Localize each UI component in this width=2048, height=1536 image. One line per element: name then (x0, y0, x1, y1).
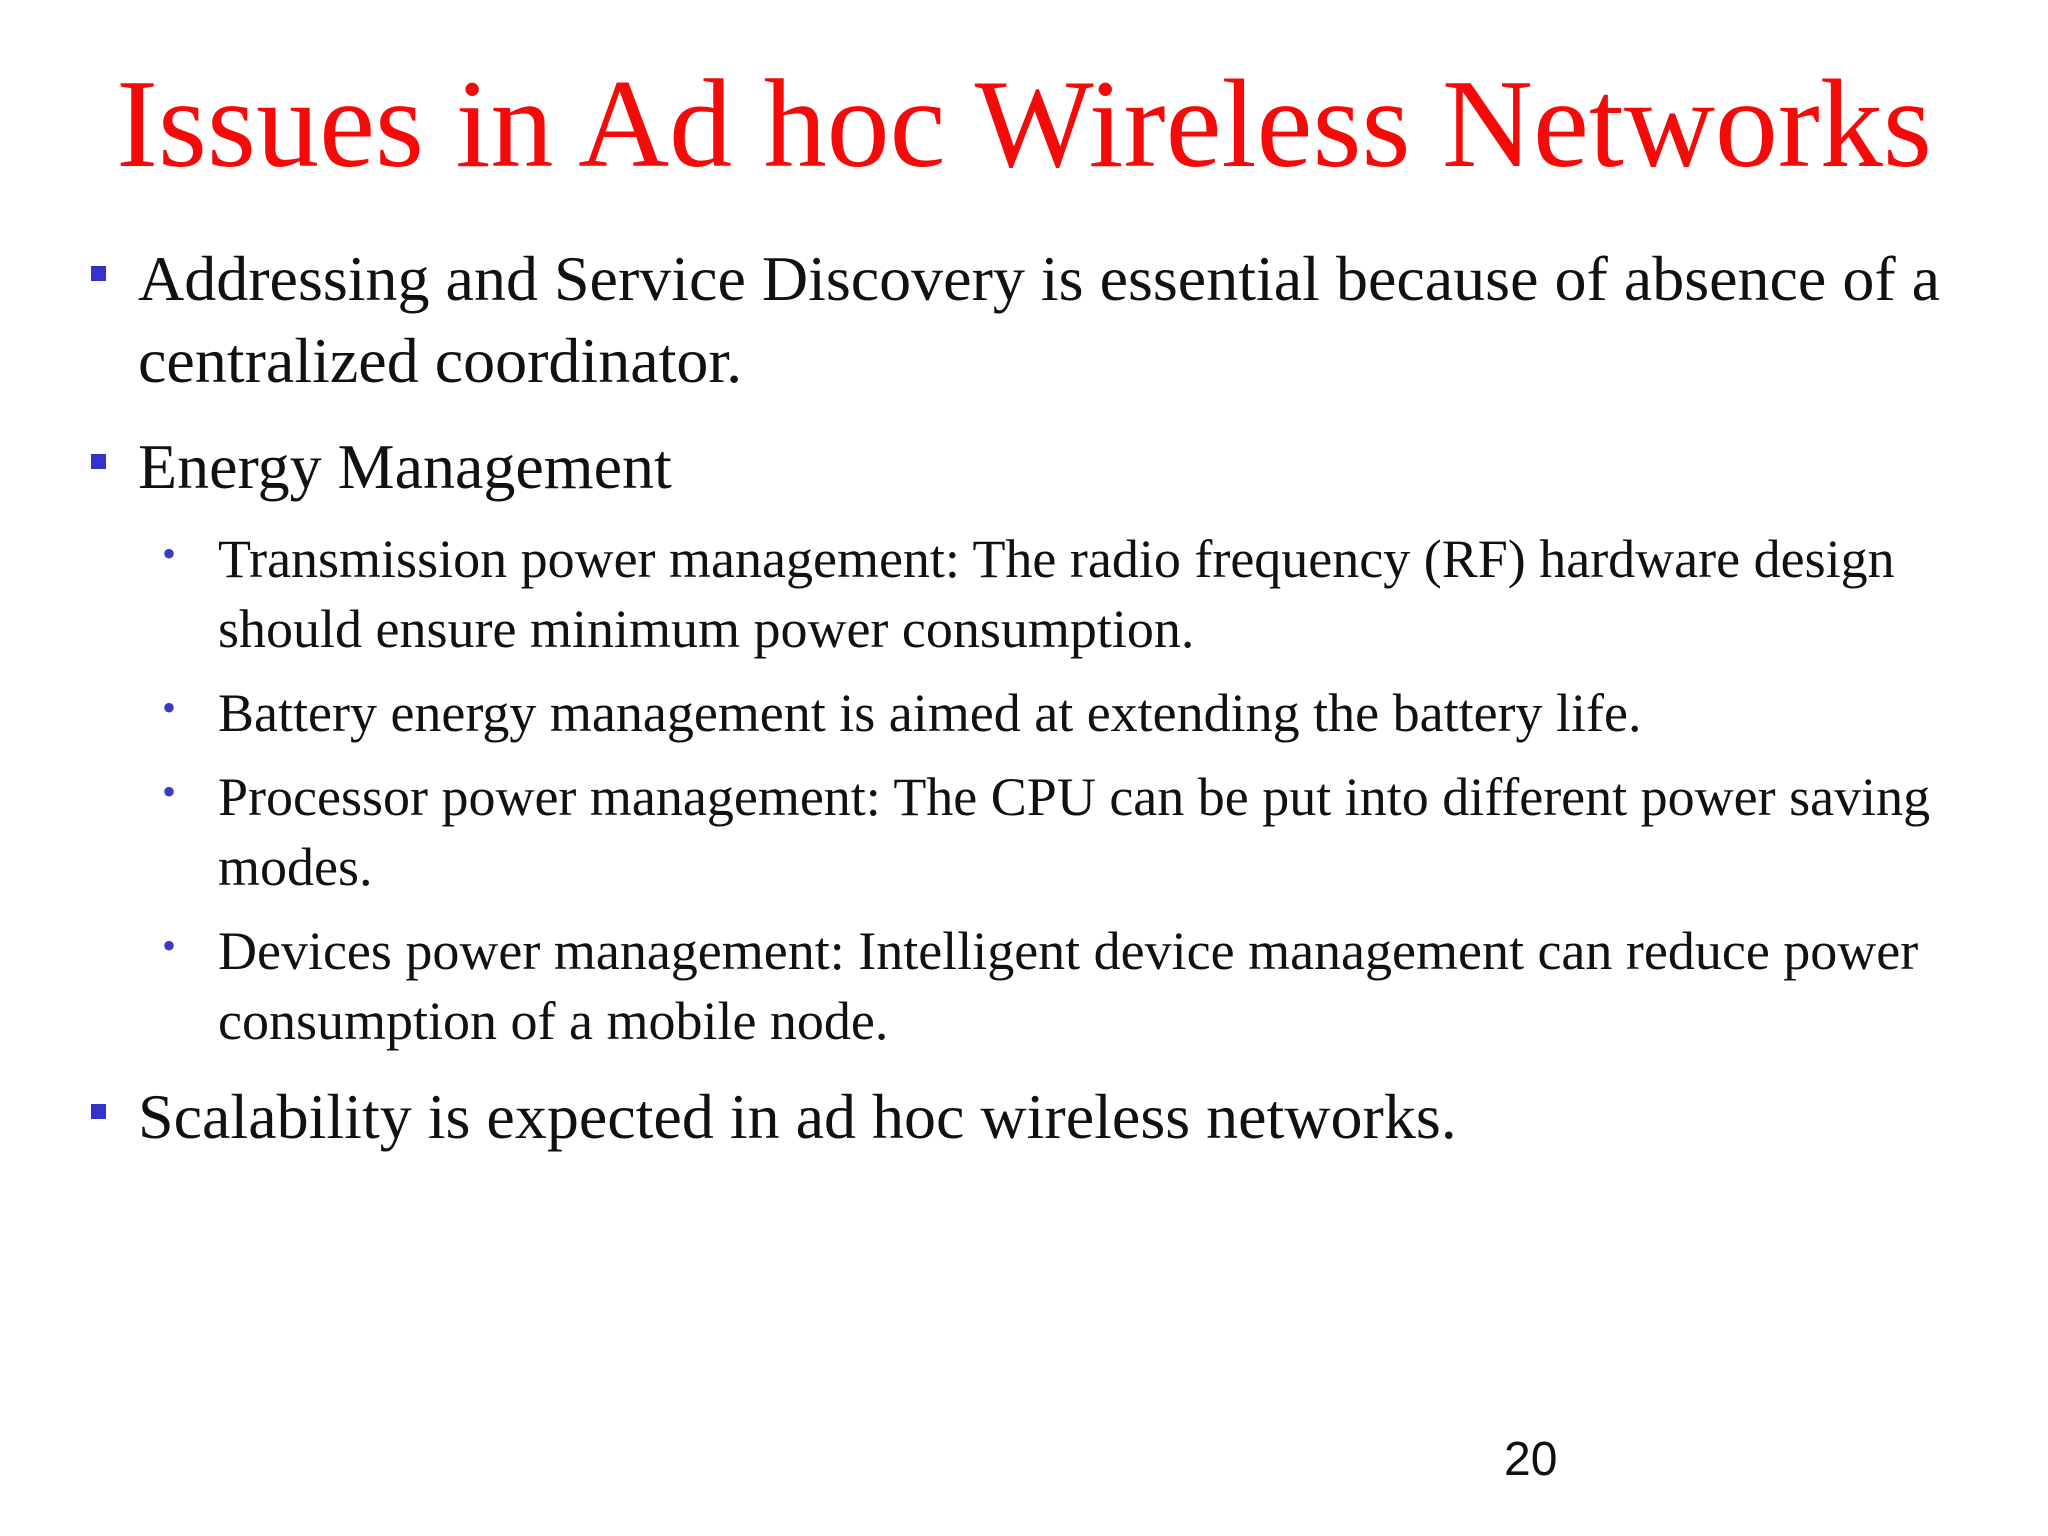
subitem-text: Processor power management: The CPU can be put into different power saving modes. (218, 767, 1931, 897)
subitem-battery-energy (162, 678, 1986, 748)
square-bullet-icon (91, 266, 106, 281)
subitem-text: Devices power management: Intelligent device management can reduce power consumption of a mobile node. (218, 921, 1919, 1051)
square-bullet-icon (91, 1104, 106, 1119)
bullet-addressing (86, 238, 1986, 402)
round-bullet-icon: • (162, 769, 177, 814)
bullet-energy-management (86, 426, 1986, 508)
subitem-text: Transmission power management: The radio frequency (RF) hardware design should ensure minimum power consumption. (218, 529, 1895, 659)
bullet-text: Addressing and Service Discovery is essential because of absence of a centralized coordinator. (138, 243, 1941, 396)
subitem-text: Battery energy management is aimed at extending the battery life. (218, 683, 1642, 743)
bullet-list (86, 238, 1986, 1182)
round-bullet-icon: • (162, 685, 177, 730)
subitem-devices-power (162, 916, 1986, 1056)
subitem-processor-power (162, 762, 1986, 902)
bullet-text: Energy Management (138, 431, 672, 502)
bullet-text: Scalability is expected in ad hoc wireless networks. (138, 1081, 1457, 1152)
round-bullet-icon: • (162, 531, 177, 576)
subitem-transmission-power (162, 524, 1986, 664)
bullet-scalability (86, 1076, 1986, 1158)
round-bullet-icon: • (162, 923, 177, 968)
page-number: 20 (1504, 1433, 1558, 1486)
energy-subitems (86, 524, 1986, 1056)
square-bullet-icon (91, 454, 106, 469)
slide-title: Issues in Ad hoc Wireless Networks (116, 55, 1932, 194)
